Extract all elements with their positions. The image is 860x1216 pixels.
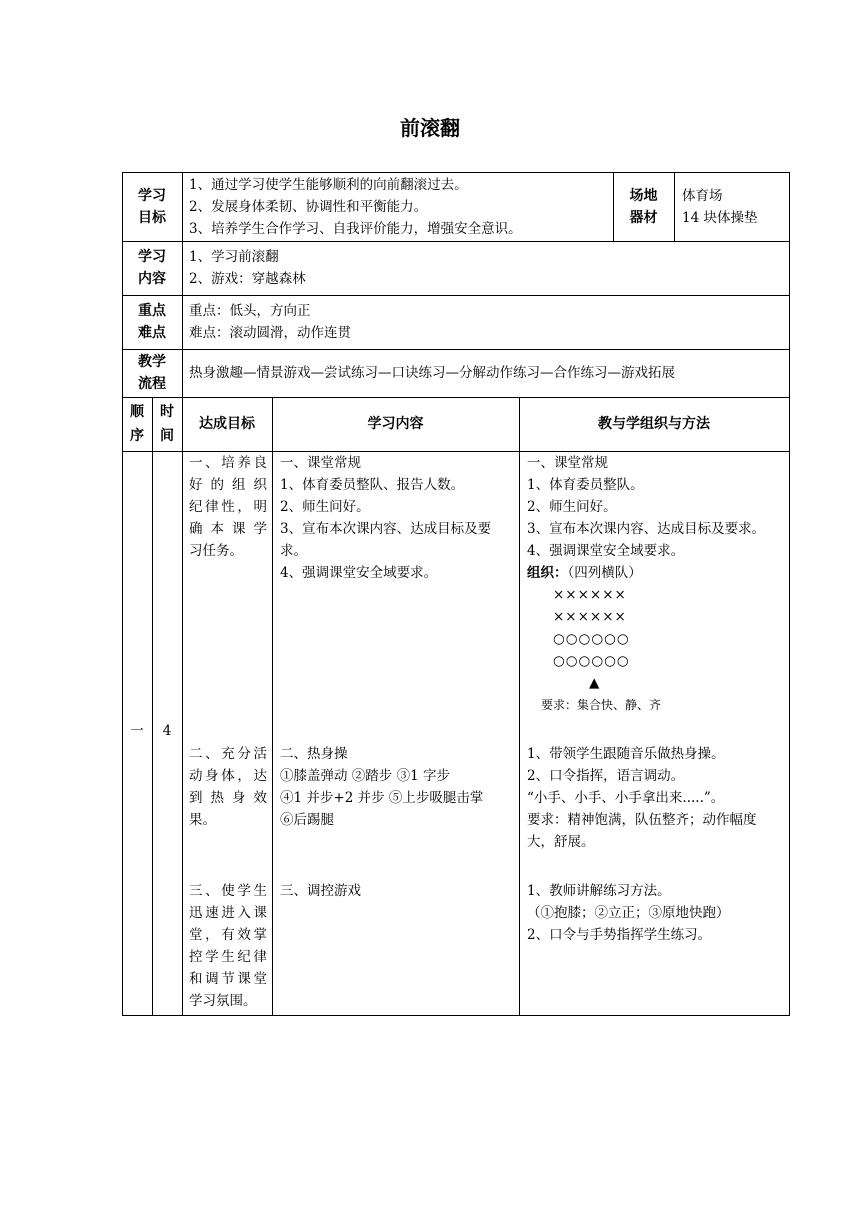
goal-line: 堂，有效掌: [189, 927, 267, 943]
venue-header-text: 场地 器材: [629, 187, 658, 226]
method-line: 2、口令指挥，语言调动。: [527, 768, 685, 784]
column-goal: 达成目标: [199, 416, 255, 432]
venue-equipment: [682, 172, 788, 241]
column-method: 教与学组织与方法: [598, 416, 710, 432]
goal-line: 纪律性，明: [189, 499, 267, 515]
goal-line: 和调节课堂: [189, 971, 267, 987]
column-time: [152, 397, 182, 451]
content-line: 1、体育委员整队、报告人数。: [280, 477, 465, 493]
section-order: 一: [130, 723, 144, 739]
content-line: 求。: [280, 543, 307, 559]
goal-line: 确本课学: [189, 521, 267, 537]
content-header: [122, 241, 182, 295]
method-line: （①抱膝；②立正；③原地快跑）: [527, 905, 730, 921]
method-line: 3、宣布本次课内容、达成目标及要求。: [527, 521, 766, 537]
method-line: 大，舒展。: [527, 834, 595, 850]
goal-line: 到热身效: [189, 790, 267, 806]
formation-row: ××××××: [553, 587, 627, 603]
process-flow: 热身激趣—情景游戏—尝试练习—口诀练习—分解动作练习—合作练习—游戏拓展: [189, 365, 675, 381]
method-block-3: [527, 880, 787, 946]
process-header: [122, 349, 182, 397]
method-line: 2、师生问好。: [527, 499, 617, 515]
venue-line: 体育场: [682, 187, 723, 204]
goal-line: 动身体，达: [189, 768, 267, 784]
goal-line: 习任务。: [189, 543, 243, 559]
keypoints-header: [122, 295, 182, 349]
organization-label: 组织：: [527, 565, 568, 581]
goal-block-1: [189, 452, 267, 562]
method-line: 一、课堂常规: [527, 455, 608, 471]
goal-line: 三、使学生: [189, 883, 267, 899]
method-block-2: [527, 743, 787, 853]
goal-line: 一、培养良: [189, 455, 267, 471]
organization-line: [527, 562, 787, 584]
equipment-line: 14 块体操垫: [682, 209, 758, 226]
content-block-1: [280, 452, 516, 584]
content-line: 3、宣布本次课内容、达成目标及要: [280, 521, 492, 537]
goal-line: 学习氛围。: [189, 993, 257, 1009]
objective-item: 1、通过学习使学生能够顺利的向前翻滚过去。: [189, 176, 468, 193]
goal-line: 二、充分活: [189, 746, 267, 762]
objective-item: 2、发展身体柔韧、协调性和平衡能力。: [189, 198, 428, 215]
content-list: [189, 241, 779, 295]
process-header-text: 教学 流程: [138, 354, 166, 392]
method-line: 2、口令与手势指挥学生练习。: [527, 927, 712, 943]
content-header-text: 学习 内容: [138, 249, 166, 287]
venue-header: [613, 172, 674, 241]
content-line: 2、师生问好。: [280, 499, 370, 515]
section-time: 4: [162, 723, 172, 739]
method-block-1: [527, 452, 787, 716]
goal-block-3: [189, 880, 267, 1012]
keypoint-item: 重点：低头，方向正: [189, 303, 311, 319]
formation-row: ××××××: [553, 609, 627, 625]
organization-text: （四列横队）: [567, 565, 642, 581]
method-line: “小手、小手、小手拿出来.....”。: [527, 790, 725, 806]
content-block-2: [280, 743, 516, 831]
goal-line: 迅速进入课: [189, 905, 267, 921]
content-line: 一、课堂常规: [280, 455, 361, 471]
teacher-position-icon: ▲: [589, 675, 600, 691]
method-line: 1、教师讲解练习方法。: [527, 883, 671, 899]
content-line: 4、强调课堂安全域要求。: [280, 565, 438, 581]
method-line: 1、体育委员整队。: [527, 477, 644, 493]
keypoints-header-text: 重点 难点: [138, 303, 166, 341]
page-title: 前滚翻: [400, 116, 460, 140]
goal-line: 果。: [189, 812, 216, 828]
column-content: 学习内容: [367, 416, 424, 432]
objectives-list: [189, 172, 613, 241]
method-line: 要求：精神饱满，队伍整齐；动作幅度: [527, 812, 757, 828]
formation-row: ○○○○○○: [553, 653, 630, 669]
method-line: 1、带领学生跟随音乐做热身操。: [527, 746, 725, 762]
objective-item: 3、培养学生合作学习、自我评价能力，增强安全意识。: [189, 220, 522, 237]
column-order-text: 顺 序: [130, 404, 144, 444]
goal-line: 好的组织: [189, 477, 267, 493]
content-line: ①膝盖弹动 ②踏步 ③1 字步: [280, 768, 450, 784]
goal-block-2: [189, 743, 267, 831]
content-item: 1、学习前滚翻: [189, 249, 279, 265]
method-line: 4、强调课堂安全域要求。: [527, 543, 685, 559]
difficulty-item: 难点：滚动圆滑，动作连贯: [189, 325, 351, 341]
column-time-text: 时 间: [160, 404, 174, 444]
goal-line: 控学生纪律: [189, 949, 267, 965]
content-line: 二、热身操: [280, 746, 348, 762]
formation-requirement: 要求：集合快、静、齐: [541, 698, 662, 712]
keypoints-list: [189, 295, 779, 349]
objectives-header-text: 学习 目标: [138, 187, 166, 226]
content-item: 2、游戏：穿越森林: [189, 271, 306, 287]
content-line: ⑥后踢腿: [280, 812, 334, 828]
formation-row: ○○○○○○: [553, 631, 630, 647]
content-block-3: [280, 880, 516, 902]
objectives-header: [122, 172, 182, 241]
process-text: [189, 349, 784, 397]
content-line: ④1 并步+2 并步 ⑤上步吸腿击掌: [280, 790, 484, 806]
column-order: [122, 397, 152, 451]
content-line: 三、调控游戏: [280, 883, 361, 899]
